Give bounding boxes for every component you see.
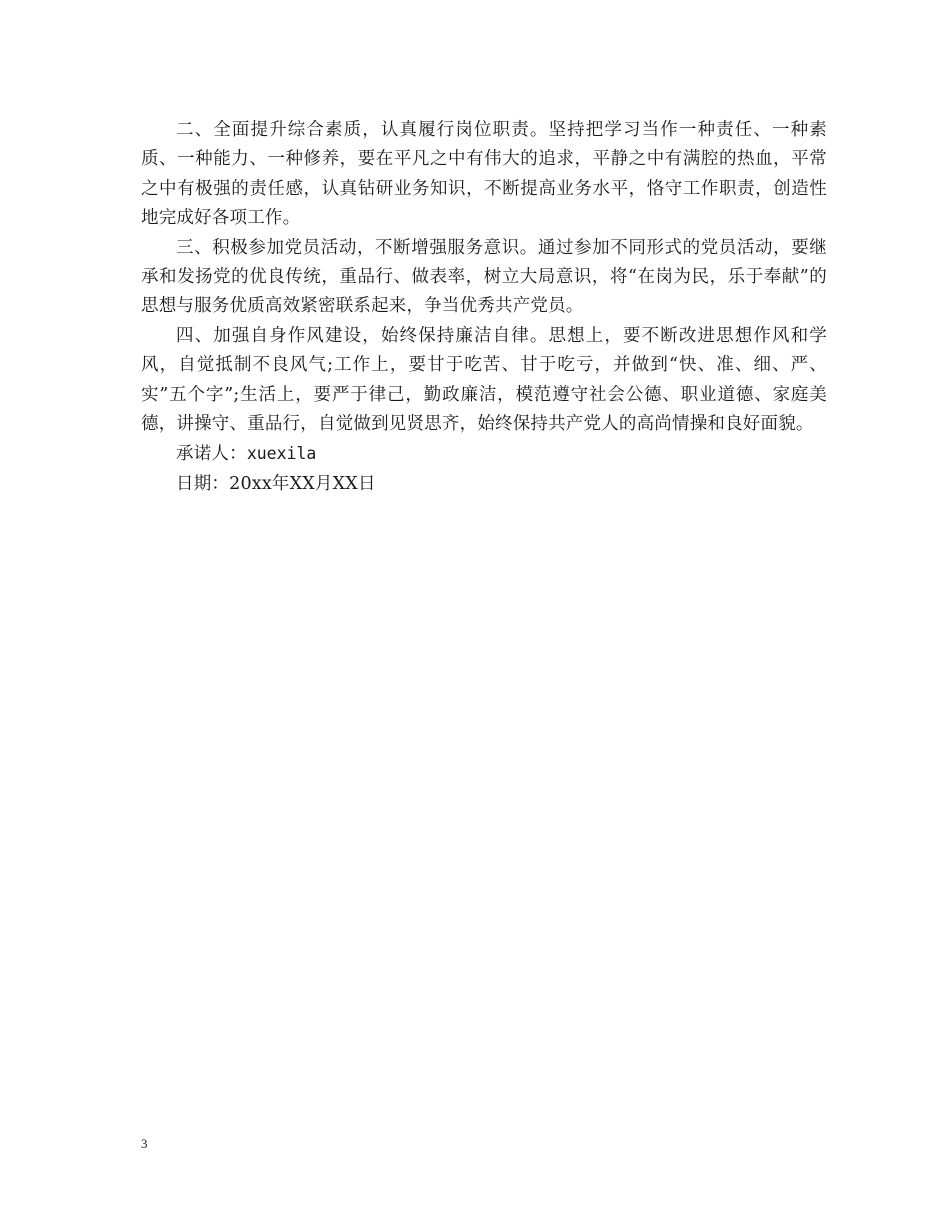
paragraph-2: 二、全面提升综合素质，认真履行岗位职责。坚持把学习当作一种责任、一种素质、一种能力、一种修养，要在平凡之中有伟大的追求，平静之中有满腔的热血，平常之中有极强的责任感，认真钻研业务知识，不断提高业务水平，恪守工作职责，创造性地完成好各项工作。	[141, 120, 827, 229]
date-line	[141, 470, 827, 499]
document-body	[141, 116, 827, 499]
promisor-label: 承诺人：	[176, 444, 247, 465]
date-label: 日期：	[176, 473, 230, 494]
date-value: 20xx年XX月XX日	[229, 473, 376, 494]
paragraph-4: 四、加强自身作风建设，始终保持廉洁自律。思想上，要不断改进思想作风和学风，自觉抵制不良风气;工作上，要甘于吃苦、甘于吃亏，并做到“快、准、细、严、实”五个字”;生活上，要严于律己，勤政廉洁，模范遵守社会公德、职业道德、家庭美德，讲操守、重品行，自觉做到见贤思齐，始终保持共产党人的高尚情操和良好面貌。	[141, 325, 827, 435]
paragraph-3: 三、积极参加党员活动，不断增强服务意识。通过参加不同形式的党员活动，要继承和发扬党的优良传统，重品行、做表率，树立大局意识，将“在岗为民，乐于奉献”的思想与服务优质高效紧密联系起来，争当优秀共产党员。	[141, 237, 827, 317]
page-number: 3	[141, 1136, 148, 1151]
promisor-line	[141, 439, 827, 469]
promisor-name: xuexila	[246, 444, 317, 464]
